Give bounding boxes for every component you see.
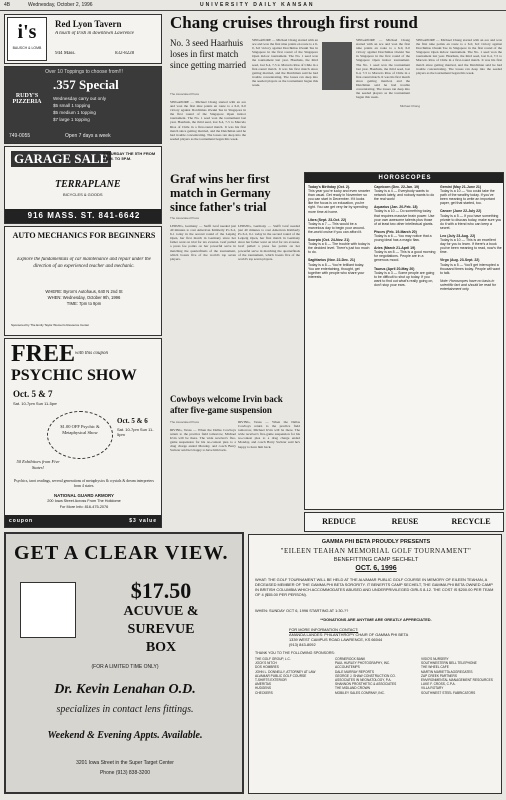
- sponsor-item: DOS HOMBRES: [255, 665, 279, 670]
- horoscope-entry: [440, 209, 502, 229]
- sponsor-item: T-SHIRTS EXTERIOR: [255, 678, 287, 683]
- chang-body-col2: SINGAPORE — Michael Chang started with an ace and won the first nine points en route to a 6-0, 6-0 victory against Dorchimas Owuki Tee in Singapore in the first round of the Singapore Open indoor tournament. The No. 1 seed won the tournament last year. Haarhuis, the third seed, lost 6-4, 7-5 to Marcelo Rios of Chile in a first-round match. It was his first match since getting married, and the Dutchman said he had trouble concentrating. The losses ran deep into the seeded players as the tournament began this week.: [252, 38, 318, 88]
- horoscope-entry: [374, 230, 436, 242]
- sponsor-list-1: [255, 657, 335, 695]
- horoscope-entry: [308, 238, 370, 254]
- rudys-pizza-ad: Over 10 Toppings to choose from!!! .357 Special Wednesday carry out only $5 small 1 topping $5 medium 1 topping $7 large 1 topping RUDY'S PIZZERIA 749-0055 Open 7 days a week: [4, 66, 162, 144]
- sponsor-item: SOUTHWESTERN BELL TELEPHONE: [421, 661, 477, 666]
- sponsor-list-2: [335, 657, 421, 695]
- horoscope-sign: Cancer (June 22-July 22): [440, 209, 482, 214]
- horoscope-col-3: [440, 185, 502, 507]
- sponsor-item: SHANNON PROSTHETIC & ASSOCIATES: [335, 682, 397, 687]
- horoscope-text: Today is an 8 — This is a good morning for negotiations. People are in a generous mood.: [374, 250, 436, 263]
- horoscope-sign: Pisces (Feb. 19-March 20): [374, 229, 417, 234]
- sponsor-item: THE WHEEL CAFE: [421, 665, 449, 670]
- horoscope-col-1: [308, 185, 370, 507]
- sponsor-item: AMERITAS: [255, 682, 272, 687]
- horoscope-text: Today is a 8 — You're brilliant today. You are entertaining, thought, get together with people who share your interests.: [308, 262, 365, 279]
- horoscope-sign: Capricorn (Dec. 22-Jan. 19): [374, 185, 420, 189]
- sponsor-item: THE MIDLAND CROWN: [335, 686, 370, 691]
- horoscope-entry: [374, 205, 436, 225]
- sponsor-item: LUKE F. CROSS, C.P.A.: [421, 682, 456, 687]
- paper-name: UNIVERSITY DAILY KANSAN: [200, 2, 315, 8]
- red-lyon-name: Red Lyon Tavern: [55, 19, 122, 29]
- horoscope-entry: [440, 258, 502, 274]
- chang-headline: Chang cruises through first round: [170, 13, 418, 32]
- acuvue-box-image: [20, 582, 76, 638]
- horoscope-text: Today is a 5 — If you have something private to discuss today, make sure you do it with a friend who can keep a secret.: [440, 213, 502, 230]
- horoscope-sign: Aries (March 21-April 19): [374, 246, 416, 251]
- horoscope-entry: [374, 267, 436, 287]
- chang-body-col3: SINGAPORE — Michael Chang started with an ace and won the first nine points en route to a 6-0, 6-0 victory against Dorchimas Owuki Tee in Singapore in the first round of the Singapore Open indoor tournament. The No. 1 seed won the tournament last year. Haarhuis, the third seed, lost 6-4, 7-5 to Marcelo Rios of Chile in a first-round match. It was his first match since getting married, and the Dutchman said he had trouble concentrating. The losses ran deep into the seeded players as the tournament began this week.: [356, 38, 410, 100]
- horoscope-text: Today is a 10 — This is an excellent day for you to learn. If there's a book you've been meaning to read, now's the time.: [440, 238, 502, 255]
- horoscope-col-2: [374, 185, 436, 507]
- graf-body-col2: LEIPZIG, Germany — Steffi Graf needed just 40 minutes to rout American Kimberly Po 6-2, 6-1 today in the second round of the Leipzig Open, her first match in Germany since her father went on trial for tax evasion. Graf pulled a press fee points on her powerful serve in matching the quarterfinals of the tournament, which boasts five of the world's top seven players.: [238, 224, 300, 261]
- horoscope-entry: [308, 185, 370, 214]
- garage-sale-ad: GARAGE SALE SATURDAY THE 5TH FROM 7A.M. TO 5P.M. TERRAPLANE BICYCLES & GOODS 916 MASS. ST. 841-6642: [4, 146, 162, 224]
- sponsor-item: ENVIRONMENTAL MANAGEMENT RESOURCES: [421, 678, 493, 683]
- irvin-headline: Cowboys welcome Irvin back after five-game suspension: [170, 394, 283, 415]
- sponsor-item: ALVAMAR PUBLIC GOLF COURSE: [255, 673, 307, 678]
- horoscope-entry: [440, 185, 502, 205]
- sponsor-item: ACCOUNTEMPS: [335, 665, 360, 670]
- horoscope-text: Today is a 3 — Some people are going to be difficult to shut up today. If you want to find out what's really going on, don't stop your ears.: [374, 270, 435, 287]
- coupon-circle: $1.00 OFF Psychic & Metaphysical Show: [47, 411, 113, 459]
- rudys-logo: RUDY'S PIZZERIA: [12, 93, 42, 105]
- horoscope-text: Today is a 10 — Do something today that requires massive brain power. Use your own awesome talents plus those of at least two other intellectual giants.: [374, 209, 435, 226]
- sponsor-list-3: [421, 657, 501, 695]
- sponsor-item: SOUTHWEST STEEL FABRICATORS: [421, 690, 476, 695]
- horoscope-sign: Taurus (April 20-May 20): [374, 266, 415, 271]
- horoscope-sign: Today's Birthday (Oct. 2).: [308, 185, 350, 189]
- horoscope-text: Today is a 4 — Everybody wants to network lately, and nobody wants to do the real work!: [374, 189, 435, 202]
- sponsor-item: VILLA ROTARY: [421, 686, 444, 691]
- chang-kicker: No. 3 seed Haarhuis loses in first match since getting married: [170, 38, 246, 70]
- horoscope-note: Note: Horoscopes have no basis in scientific fact and should be read for entertainment only.: [440, 278, 497, 291]
- graf-headline: Graf wins her first match in Germany since father's trial: [170, 172, 271, 214]
- page-date: Wednesday, October 2, 1996: [28, 2, 93, 8]
- acuvue-ad: GET A CLEAR VIEW. $17.50 ACUVUE & SUREVUE BOX (FOR A LIMITED TIME ONLY) Dr. Kevin Lenahan O.D. specializes in contact lens fittings. Weekend & Evening Appts. Available. 3201 Iowa Street in the Super Target Center Phone (913) 838-3200: [4, 532, 244, 794]
- horoscope-sign: Leo (July 23-Aug. 22): [440, 233, 476, 238]
- sponsor-item: THE GOLF GROUP, L.C.: [255, 657, 291, 661]
- sponsor-item: ZAP CREEK PARTNERS: [421, 673, 457, 678]
- horoscope-entry: [440, 234, 502, 254]
- sponsor-item: MARTIN MARIETTA AGGREGATES: [421, 669, 473, 674]
- horoscope-entry: [308, 218, 370, 234]
- horoscope-entry: [374, 185, 436, 201]
- auto-mechanics-ad: AUTO MECHANICS FOR BEGINNERS Explore the fundamentals of car maintenance and repair under the direction of an experienced teacher and mechanic. WHERE: Byron's Autohaus, 640 N 2nd St WHEN: Wednesday, October 9th, 1996 TIME: 7pm to 9pm Sponsored by The Emily Taylor Women's Resource Center: [4, 226, 162, 336]
- graf-body-col1: LEIPZIG, Germany — Steffi Graf needed just 40 minutes to rout American Kimberly Po 6-2, 6-1 today in the second round of the Leipzig Open, her first match in Germany since her father went on trial for tax evasion. Graf pulled a press fee points on her powerful serve in matching the quarterfinals of the tournament, which boasts five of the world's top seven players.: [170, 224, 236, 261]
- sponsor-item: VISIO'S NURSERY: [421, 657, 449, 661]
- sponsor-item: CORNEROCK BANK: [335, 657, 366, 661]
- sponsor-item: GEORGE J. SHAW CONSTRUCTION CO.: [335, 673, 396, 678]
- horoscope-sign: Libra (Sept. 23-Oct. 22): [308, 217, 347, 222]
- psychic-show-ad: FREE with this coupon PSYCHIC SHOW Oct. 5 & 7 Sat. 10-7pm Sun 11-5pm $1.00 OFF Psychic & Metaphysical Show Oct. 5 & 6 Sat. 10-7pm Sun 11-5pm 50 Exhibitors from Five States! Psychics, tarot readings, several generations of metaphysics & crystals & dream interpreters from 4 states. NATIONAL GUARD ARMORY 200 Iowa Street Across From The Holidome For More Info: 816-475-2076 coupon $3 value: [4, 338, 162, 528]
- sponsor-item: JOHN L. DONNELLY, ATTORNEY AT LAW: [255, 669, 316, 674]
- horoscope-entry: [374, 246, 436, 262]
- chang-body-col1: SINGAPORE — Michael Chang started with an ace and won the first nine points en route to a 6-0, 6-0 victory against Dorchimas Owuki Tee in Singapore in the first round of the Singapore Open indoor tournament. The No. 1 seed won the tournament last year. Haarhuis, the third seed, lost 6-4, 7-5 to Marcelo Rios of Chile in a first-round match. It was his first match since getting married, and the Dutchman said he had trouble concentrating. The losses ran deep into the seeded players as the tournament began this week.: [170, 100, 246, 141]
- horoscope-sign: Sagittarius (Nov. 22-Dec. 21): [308, 258, 356, 263]
- horoscope-text: Today is a 6 — You may notice that a young ideal has a magic flaw.: [374, 233, 432, 243]
- horoscope-sign: Gemini (May 21-June 21): [440, 185, 482, 189]
- horoscope-text: Today is a 10 — You could take the path of the wealthy today. If you've been meaning to write an important paper, get that started, too.: [440, 189, 495, 206]
- bausch-logo: i's BAUSCH & LOMB: [7, 17, 47, 61]
- sponsor-item: CHECKERS: [255, 690, 273, 695]
- horoscope-sign: Virgo (Aug. 23-Sept. 22): [440, 258, 480, 263]
- horoscope-text: Today is a 7 — This would be a marvelous day to begin your around-the-world cruise if you can afford it.: [308, 221, 366, 234]
- horoscope-text: Today is a 5 — You'll get interrupted a thousand times today. People will want to talk.: [440, 262, 501, 275]
- horoscope-sign: Aquarius (Jan. 20-Feb. 18): [374, 205, 418, 210]
- irvin-body-col2: IRVING, Texas — When the Dallas Cowboys return to the practice field tomorrow, Michael Irvin will be there. The wide receiver's five-game suspension for his no-contest plea to a drug charge ended Monday, and coach Barry Switzer said he's happy to have him back.: [238, 420, 300, 449]
- irvin-body-col1: IRVING, Texas — When the Dallas Cowboys return to the practice field tomorrow, Michael Irvin will be there. The wide receiver's five-game suspension for his no-contest plea to a drug charge ended Monday, and coach Barry Switzer said he's happy to have him back.: [170, 428, 236, 453]
- sponsor-item: MOBILEY SALES COMPANY, INC.: [335, 690, 385, 695]
- horoscope-entry: [308, 258, 370, 278]
- page-header: [0, 0, 506, 11]
- horoscope-text: Today is a 6 — The trouble with today is the decided level. There's just too much to do.: [308, 242, 370, 255]
- horoscope-text: This year you're lucky and even smarter than usual. Get ready in November so you can start in December. If it looks like the focus is on education, you're right. You can get very far by spending more time at home.: [308, 189, 370, 214]
- horoscopes-box: [304, 172, 504, 510]
- horoscope-sign: Scorpio (Oct. 24-Nov. 21): [308, 238, 350, 243]
- page-number: 4B: [4, 2, 11, 8]
- sponsor-item: DALE MURRAY REPORTS: [335, 669, 374, 674]
- gamma-phi-beta-ad: GAMMA PHI BETA PROUDLY PRESENTS "EILEEN TEAHAN MEMORIAL GOLF TOURNAMENT" BENEFITTING CAMP SECHELT OCT. 6, 1996 WHAT: THE GOLF TOURNAMENT WILL BE HELD AT THE ALVAMAR PUBLIC GOLF COURSE IN MEMORY OF EILEEN TEAHAN, A DECEASED MEMBER OF THE GAMMA PHI BETA SORORITY. IT BENEFITS CAMP SECHELT, THE GAMMA PHI BETA OWNED CAMP IN BRITISH COLUMBIA WHICH ACCOMMODATES ABUSED AND UNDERPRIVILEGED GIRLS 8-12. THE COST IS $200.00 PER TEAM OF 4 ($55.00 PER PERSON). WHEN: SUNDAY OCT 6, 1996 STARTING AT 1:30-?? **DONATIONS ARE ANYTIME ARE GREATLY APPRECIATED. FOR MORE INFORMATION CONTACT: AMANDA LANDES: PHILANTHROPY CHAIR OF GAMMA PHI BETA 1339 WEST CAMPUS ROAD LAWRENCE, KS 66044 (913) 843-8092 THANK YOU TO THE FOLLOWING SPONSORS: THE GOLF GROUP, L.C. JOCK'S NITCH DOS HOMBRES JOHN L. DONNELLY, ATTORNEY AT LAW ALVAMAR PUBLIC GOLF COURSE T-SHIRTS EXTERIOR AMERITAS HUDGENS CHECKERS CORNEROCK BANK PAUL HURLEY PHOTOGRAPHY, INC. ACCOUNTEMPS DALE MURRAY REPORTS GEORGE J. SHAW CONSTRUCTION CO. ASSOCIATES IN NEONATOLOGY, P.A. SHANNON PROSTHETIC & ASSOCIATES THE MIDLAND CROWN MOBILEY SALES COMPANY, INC. VISIO'S NURSERY SOUTHWESTERN BELL TELEPHONE THE WHEEL CAFE MARTIN MARIETTA AGGREGATES ZAP CREEK PARTNERS ENVIRONMENTAL MANAGEMENT RESOURCES LUKE F. CROSS, C.P.A. VILLA ROTARY SOUTHWEST STEEL FABRICATORS: [248, 534, 502, 794]
- chang-body-col4: SINGAPORE — Michael Chang started with an ace and won the first nine points en route to a 6-0, 6-0 victory against Dorchimas Owuki Tee in Singapore in the first round of the Singapore Open indoor tournament. The No. 1 seed won the tournament last year. Haarhuis, the third seed, lost 6-4, 7-5 to Marcelo Rios of Chile in a first-round match. It was his first match since getting married, and the Dutchman said he had trouble concentrating. The losses ran deep into the seeded players as the tournament began this week.: [416, 38, 502, 75]
- sponsor-item: PAUL HURLEY PHOTOGRAPHY, INC.: [335, 661, 391, 666]
- red-lyon-ad: i's BAUSCH & LOMB Red Lyon Tavern A touch of Irish in downtown Lawrence 944 Mass. 832-8228: [4, 14, 162, 64]
- sponsor-item: HUDGENS: [255, 686, 271, 691]
- recycle-banner: REDUCE REUSE RECYCLE: [304, 512, 504, 532]
- horoscopes-title: HOROSCOPES: [305, 173, 504, 183]
- sponsor-item: JOCK'S NITCH: [255, 661, 277, 666]
- sponsor-item: ASSOCIATES IN NEONATOLOGY, P.A.: [335, 678, 392, 683]
